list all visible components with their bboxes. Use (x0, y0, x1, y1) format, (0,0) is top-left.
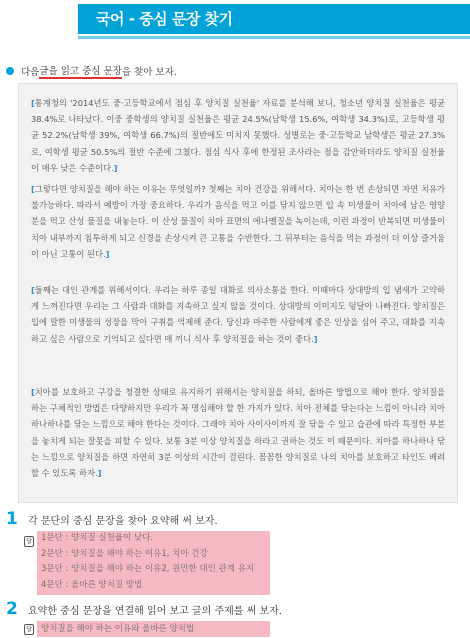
answer-icon (24, 624, 34, 635)
answer-1-line-1: 1문단 : 양치질 실천율이 낮다. (41, 533, 154, 543)
answer-2-box (37, 621, 270, 637)
question-2-number: 2 (6, 599, 18, 619)
answer-icon (24, 536, 34, 547)
page-title: 국어 - 중심 문장 찾기 (96, 10, 233, 28)
paragraph-3-text: 둘째는 대인 관계를 위해서이다. 우리는 하루 종일 대화로 의사소통을 한다. 이때마다 상대방의 입 냄새가 고약하게 느껴진다면 우리는 그 사람과 대화를 지속하고 싶지 않을 것이다. 상대방의 이미지도 덩달아 나빠진다. 양치질은 입에 말한 미생물의 성장을 막아 구취를 억제해 준다. 당신과 마주한 사람에게 좋은 인상을 심어 주고, 대화를 지속하고 싶은 사람으로 기억되고 싶다면 매 끼니 식사 후 양치질을 하는 것이 좋다. (31, 285, 445, 344)
reading-passage (18, 83, 458, 503)
bracket-open-icon: [ (31, 387, 35, 397)
bracket-open-icon: [ (31, 285, 35, 295)
bracket-close-icon: ] (97, 468, 102, 479)
paragraph-4-text: 치아를 보호하고 구강을 청결한 상태로 유지하기 위해서는 양치질을 하되, 올바른 방법으로 해야 한다. 양치질을 하는 구체적인 방법은 다양하지만 우리가 꼭 명심해야 할 한 가지가 있다. 치아 전체를 닦는다는 느낌이 아니라 치아 하나하나를 닦는 느낌으로 해야 한다는 것이다. 그래야 치아 사이사이까지 잘 닦을 수 있고 습관에 따라 특정한 부분을 놓치게 되는 잘못을 피할 수 있다. 보통 3분 이상 양치질을 하라고 권하는 것도 이 때문이다. 치아를 하나하나 닦는 느낌으로 양치질을 하면 자연히 3분 이상의 시간이 걸린다. 꼼꼼한 양치질로 나의 치아를 보호하고 타인도 배려할 수 있도록 하자. (31, 387, 445, 479)
answer-1-line-3: 3문단 : 양치질을 해야 하는 이유2, 원만한 대인 관계 유지 (41, 564, 255, 574)
question-1-number: 1 (6, 509, 18, 529)
instruction (6, 63, 177, 79)
answer-2-line-1: 양치질을 해야 하는 이유와 올바른 양치법 (41, 624, 195, 634)
paragraph-1 (31, 95, 445, 176)
instruction-after: 을 찾아 보자. (121, 67, 177, 78)
bracket-close-icon: ] (105, 248, 110, 259)
answer-1-line-2: 2문단 : 양치질을 해야 하는 이유1, 치아 건강 (41, 548, 208, 559)
bullet-icon (6, 67, 14, 75)
bracket-close-icon: ] (313, 333, 318, 344)
instruction-underlined: 글을 읽고 중심 문장 (39, 63, 121, 79)
answer-1-line-4: 4문단 : 올바른 양치질 방법 (41, 579, 143, 590)
answer-1-box (37, 531, 270, 595)
paragraph-3 (31, 282, 445, 347)
bracket-open-icon: [ (31, 98, 35, 108)
paragraph-2-text: 그렇다면 양치질을 해야 하는 이유는 무엇일까? 첫째는 치아 건강을 위해서다. 치아는 한 번 손상되면 자연 치유가 불가능하다. 따라서 예방이 가장 중요하다. 우리가 음식을 먹고 이를 닦지 않으면 입 속 미생물이 치아에 남은 영양분을 먹고 산성 물질을 내놓는다. 이 산성 물질이 치아 표면의 에나멜질을 녹이는데, 이런 과정이 반복되면 미생물이 치아 내부까지 침투하게 되고 신경을 손상시켜 큰 고통을 수반한다. 그 뒤부터는 음식을 먹는 과정이 더 이상 즐거움이 아닌 고통이 된다. (31, 184, 445, 259)
paragraph-4 (31, 384, 445, 481)
instruction-before: 다음 (21, 67, 40, 78)
question-1 (6, 509, 218, 529)
paragraph-2 (31, 181, 445, 262)
page-header (0, 0, 470, 44)
question-2 (6, 599, 282, 619)
question-1-prompt: 각 문단의 중심 문장을 찾아 요약해 써 보자. (28, 516, 218, 527)
header-corner (0, 0, 78, 4)
bracket-close-icon: ] (113, 162, 118, 173)
paragraph-1-text: 통계청의 '2014년도 중·고등학교에서 점심 후 양치질 실천율' 자료를 분석해 보니, 청소년 양치질 실천율은 평균 38.4%로 나타났다. 이중 중학생의 양치질 실천율은 평균 24.5%(남학생 15.6%, 여학생 34.3%)로, 고등학생 평균 52.2%(남학생 39%, 여학생 66.7%)의 절반에도 미치지 못했다. 성별로는 중·고등학교 남학생은 평균 27.3%로, 여학생 평균 50.5%의 절반 수준에 그쳤다. 점심 식사 후에 한정된 조사라는 점을 감안하더라도 양치질 실천율이 매우 낮은 수준이다. (31, 98, 445, 173)
question-2-prompt: 요약한 중심 문장을 연결해 읽어 보고 글의 주제를 써 보자. (28, 606, 282, 617)
bracket-open-icon: [ (31, 184, 35, 194)
